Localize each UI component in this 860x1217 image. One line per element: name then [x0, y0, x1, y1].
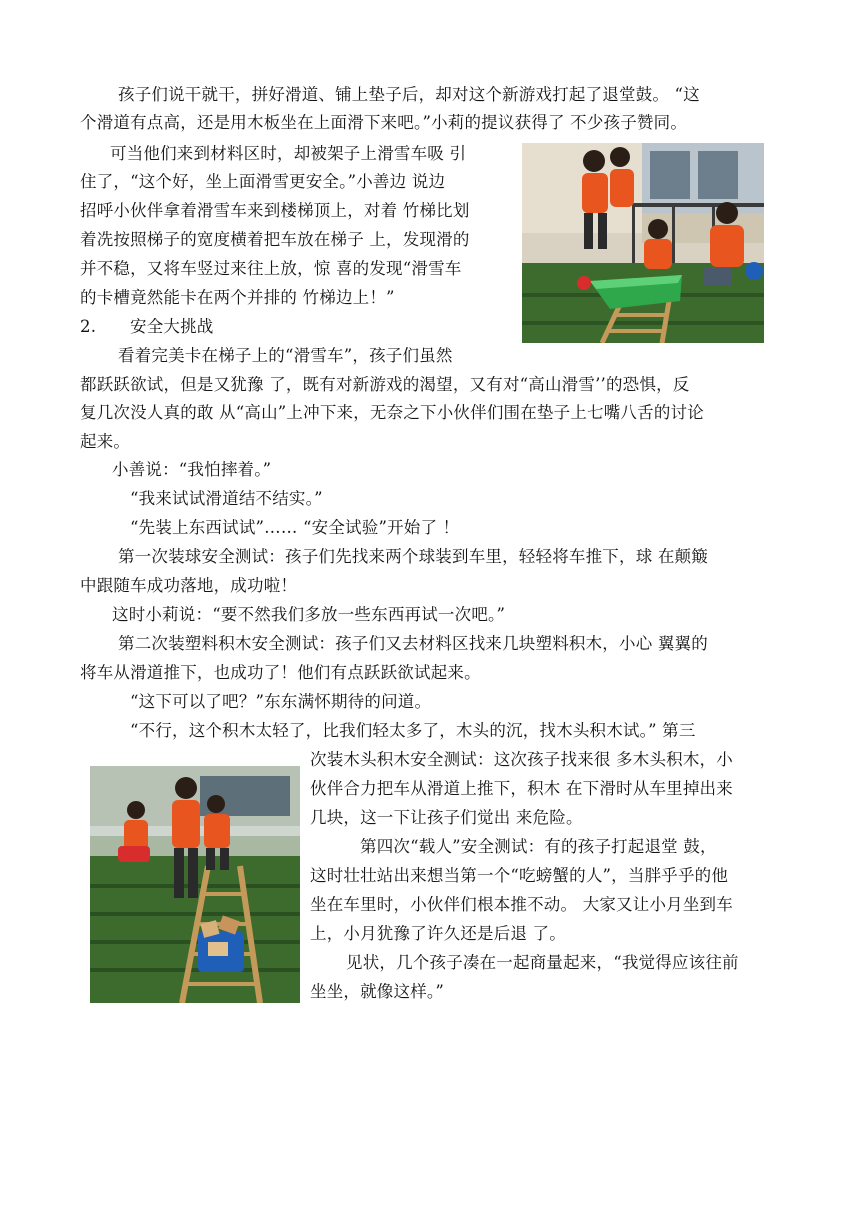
- paragraph-line: 第一次装球安全测试：孩子们先找来两个球装到车里，轻轻将车推下，球 在颠簸: [118, 547, 708, 566]
- paragraph-line: 招呼小伙伴拿着滑雪车来到楼梯顶上，对着 竹梯比划: [80, 201, 470, 220]
- paragraph-line: 个滑道有点高，还是用木板坐在上面滑下来吧。”小莉的提议获得了 不少孩子赞同。: [80, 113, 688, 132]
- paragraph-line: 这时小莉说：“要不然我们多放一些东西再试一次吧。”: [112, 605, 506, 624]
- photo-children-blocks: [90, 766, 300, 1003]
- photo-children-sled: [522, 143, 764, 343]
- paragraph-line: 着冼按照梯子的宽度横着把车放在梯子 上，发现滑的: [80, 230, 470, 249]
- paragraph-line: 的卡槽竟然能卡在两个并排的 竹梯边上！”: [80, 288, 395, 307]
- section-heading: 安全大挑战: [130, 317, 214, 336]
- paragraph-line: 住了，“这个好，坐上面滑雪更安全。”小善边 说边: [80, 172, 446, 191]
- dialog-line: “先装上东西试试”…… “安全试验”开始了 ！: [130, 518, 460, 537]
- paragraph-line: 并不稳，又将车竖过来往上放，惊 喜的发现“滑雪车: [80, 259, 462, 278]
- paragraph-line: 起来。: [80, 432, 131, 451]
- paragraph-line: 都跃跃欲试，但是又犹豫 了，既有对新游戏的渴望，又有对“高山滑雪’’的恐惧，反: [80, 375, 690, 394]
- dialog-line: “我来试试滑道结不结实。”: [130, 489, 323, 508]
- paragraph-line: 将车从滑道推下，也成功了！他们有点跃跃欲试起来。: [80, 663, 481, 682]
- paragraph-line: 几块，这一下让孩子们觉出 来危险。: [310, 808, 583, 827]
- photo-children-blocks-illustration: [90, 766, 300, 1003]
- paragraph-line: 中跟随车成功落地，成功啦！: [80, 576, 298, 595]
- paragraph-line: 见状，几个孩子凑在一起商量起来，“我觉得应该往前: [346, 953, 739, 972]
- paragraph-line: “这下可以了吧？”东东满怀期待的问道。: [130, 692, 432, 711]
- paragraph-line: 复几次没人真的敢 从“高山”上冲下来，无奈之下小伙伴们围在垫子上七嘴八舌的讨论: [80, 403, 704, 422]
- section-number: 2.: [80, 317, 97, 336]
- paragraph-line: 看着完美卡在梯子上的“滑雪车”，孩子们虽然: [118, 346, 453, 365]
- paragraph-line: 坐在车里时，小伙伴们根本推不动。 大家又让小月坐到车: [310, 895, 733, 914]
- paragraph-line: 次装木头积木安全测试：这次孩子找来很 多木头积木，小: [310, 750, 733, 769]
- paragraph-line: 坐坐，就像这样。”: [310, 982, 444, 1001]
- paragraph-line: 孩子们说干就干，拼好滑道、铺上垫子后，却对这个新游戏打起了退堂鼓。 “这: [118, 85, 700, 104]
- photo-children-sled-illustration: [522, 143, 764, 343]
- paragraph-line: 第二次装塑料积木安全测试：孩子们又去材料区找来几块塑料积木，小心 翼翼的: [118, 634, 708, 653]
- dialog-line: 小善说：“我怕摔着。”: [112, 460, 272, 479]
- paragraph-line: 第四次“载人”安全测试：有的孩子打起退堂 鼓，: [360, 837, 717, 856]
- paragraph-line: 可当他们来到材料区时，却被架子上滑雪车吸 引: [110, 144, 467, 163]
- paragraph-line: “不行，这个积木太轻了，比我们轻太多了，木头的沉，找木头积木试。” 第三: [130, 721, 696, 740]
- paragraph-line: 这时壮壮站出来想当第一个“吃螃蟹的人”，当胖乎乎的他: [310, 866, 729, 885]
- paragraph-line: 上，小月犹豫了许久还是后退 了。: [310, 924, 566, 943]
- paragraph-line: 伙伴合力把车从滑道上推下，积木 在下滑时从车里掉出来: [310, 779, 733, 798]
